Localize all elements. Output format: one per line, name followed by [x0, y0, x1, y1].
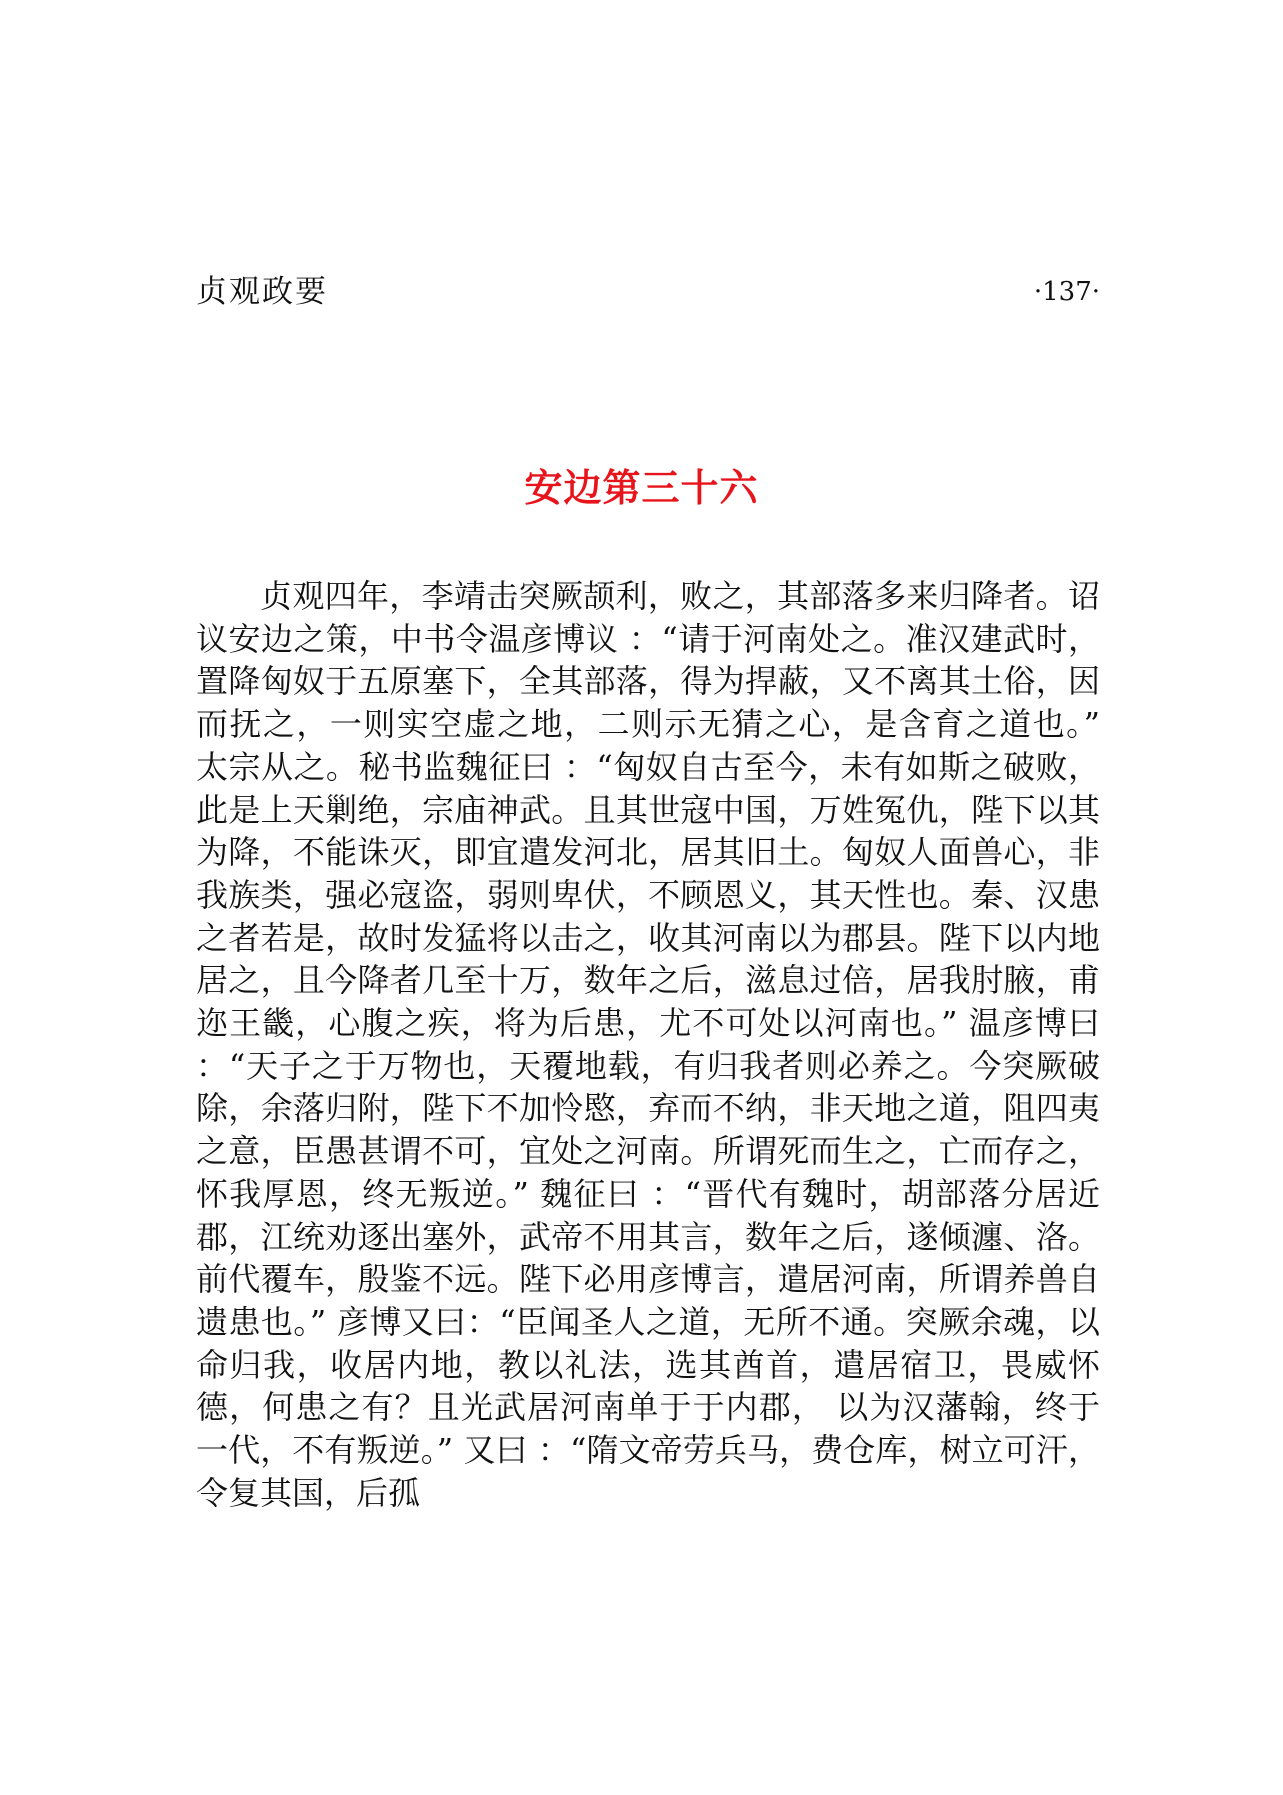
body-paragraph: 贞观四年，李靖击突厥颉利，败之，其部落多来归降者。诏议安边之策，中书令温彦博议 ：“请于河南处之。准汉建武时，置降匈奴于五原塞下，全其部落，得为捍蔽，又不离其土俗，因而抚之，一则实空虚之地，二则示无猜之心，是含育之道也。” 太宗从之。秘书监魏征曰 ：“匈奴自古至今，未有如斯之破败，此是上天剿绝，宗庙神武。且其世寇中国，万姓冤仇，陛下以其为降，不能诛灭，即宜遣发河北，居其旧土。匈奴人面兽心，非我族类，强必寇盗，弱则卑伏，不顾恩义，其天性也。秦、汉患之者若是，故时发猛将以击之，收其河南以为郡县。陛下以内地居之，且今降者几至十万，数年之后，滋息过倍，居我肘腋，甫迩王畿，心腹之疾，将为后患，尤不可处以河南也。” 温彦博曰 ：“天子之于万物也，天覆地载，有归我者则必养之。今突厥破除，余落归附，陛下不加怜愍，弃而不纳，非天地之道，阻四夷之意，臣愚甚谓不可，宜处之河南。所谓死而生之，亡而存之，怀我厚恩，终无叛逆。” 魏征曰 ：“晋代有魏时，胡部落分居近郡，江统劝逐出塞外，武帝不用其言，数年之后，遂倾瀍、洛。前代覆车，殷鉴不远。陛下必用彦博言，遣居河南，所谓养兽自遗患也。” 彦博又曰：“臣闻圣人之道，无所不通。突厥余魂，以命归我，收居内地，教以礼法，选其酋首，遣居宿卫，畏威怀德，何患之有？且光武居河南单于于内郡， 以为汉藩翰，终于一代，不有叛逆。” 又曰 ：“隋文帝劳兵马，费仓库，树立可汗，令复其国，后孤	[196, 577, 1100, 1512]
chapter-title: 安边第三十六	[524, 466, 759, 510]
book-title: 贞观政要	[196, 274, 328, 310]
page-number: ·137·	[1033, 277, 1100, 307]
running-header	[196, 270, 1100, 314]
